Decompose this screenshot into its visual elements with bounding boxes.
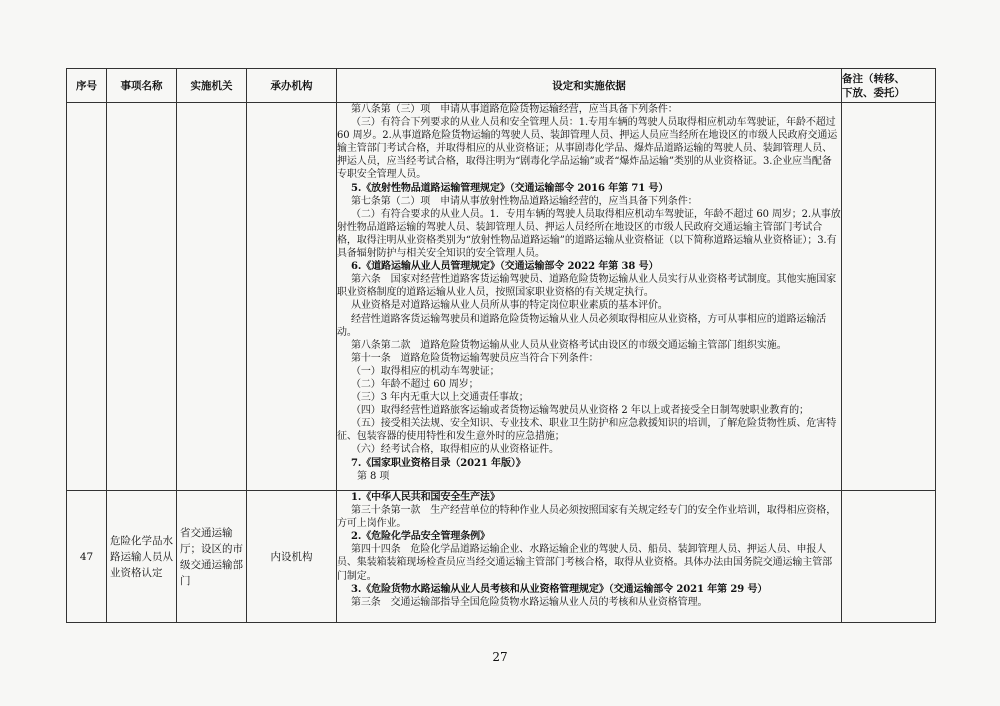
basis-paragraph: 第六条 国家对经营性道路客货运输驾驶员、道路危险货物运输从业人员实行从业资格考试制度。其他实施国家职业资格制度的道路运输从业人员，按照国家职业资格的有关规定执行。 bbox=[337, 274, 837, 299]
cell-remark bbox=[842, 103, 936, 491]
cell-agency bbox=[177, 103, 247, 491]
basis-paragraph: （五）接受相关法规、安全知识、专业技术、职业卫生防护和应急救援知识的培训，了解危险货物性质、危害特征、包装容器的使用特性和发生意外时的应急措施； bbox=[337, 418, 837, 443]
basis-paragraph: 7.《国家职业资格目录（2021 年版）》 bbox=[351, 457, 526, 469]
cell-no bbox=[67, 103, 107, 491]
basis-paragraph: 第八条第（三）项 申请从事道路危险货物运输经营，应当具备下列条件： bbox=[351, 104, 678, 115]
page-number: 27 bbox=[492, 650, 508, 664]
basis-paragraph: 5.《放射性物品道路运输管理规定》（交通运输部令 2016 年第 71 号） bbox=[351, 182, 669, 194]
cell-org: 内设机构 bbox=[247, 491, 337, 623]
header-org: 承办机构 bbox=[247, 69, 337, 103]
basis-paragraph: 6.《道路运输从业人员管理规定》（交通运输部令 2022 年第 38 号） bbox=[351, 261, 659, 273]
basis-paragraph: （三）3 年内无重大以上交通责任事故； bbox=[351, 392, 529, 404]
basis-paragraph: 从业资格是对道路运输从业人员所从事的特定岗位职业素质的基本评价。 bbox=[351, 300, 668, 312]
cell-org bbox=[247, 103, 337, 491]
basis-paragraph: （四）取得经营性道路旅客运输或者货物运输驾驶员从业资格 2 年以上或者接受全日制驾驶职业教育的； bbox=[351, 405, 809, 417]
basis-paragraph: 1.《中华人民共和国安全生产法》 bbox=[351, 492, 500, 503]
basis-paragraph: 2.《危险化学品安全管理条例》 bbox=[351, 531, 490, 543]
basis-paragraph: （二）有符合要求的从业人员。1．专用车辆的驾驶人员取得相应机动车驾驶证，年龄不超过 60 周岁；2.从事放射性物品道路运输的驾驶人员、装卸管理人员、押运人员经所在地设区的市级人民政府交通运输主管部门考试合格，取得注明从业资格类别为“放射性物品道路运输”的道路运输从业资格证（以下简称道路运输从业资格证）；3.有具备辐射防护与相关安全知识的安全管理人员。 bbox=[337, 208, 841, 260]
basis-paragraph: （六）经考试合格，取得相应的从业资格证件。 bbox=[351, 444, 559, 456]
header-no: 序号 bbox=[67, 69, 107, 103]
basis-paragraph: 第四十四条 危险化学品道路运输企业、水路运输企业的驾驶人员、船员、装卸管理人员、押运人员、申报人员、集装箱装箱现场检查员应当经交通运输主管部门考核合格，取得从业资格。具体办法由国务院交通运输主管部门制定。 bbox=[337, 544, 832, 582]
basis-cell bbox=[337, 491, 842, 623]
header-row bbox=[67, 69, 936, 103]
basis-paragraph: （一）取得相应的机动车驾驶证； bbox=[351, 365, 500, 377]
basis-paragraph: 经营性道路客货运输驾驶员和道路危险货物运输从业人员必须取得相应从业资格，方可从事相应的道路运输活动。 bbox=[337, 313, 827, 338]
basis-paragraph: 第七条第（二）项 申请从事放射性物品道路运输经营的，应当具备下列条件： bbox=[351, 195, 698, 207]
basis-paragraph: 3.《危险货物水路运输从业人员考核和从业资格管理规定》（交通运输部令 2021 年第 29 号） bbox=[351, 583, 768, 595]
header-remark bbox=[842, 69, 936, 103]
basis-cell bbox=[337, 103, 842, 491]
header-remark-line1: 备注（转移、 bbox=[842, 72, 905, 85]
basis-paragraph: 第三十条第一款 生产经营单位的特种作业人员必须按照国家有关规定经专门的安全作业培训，取得相应资格，方可上岗作业。 bbox=[337, 505, 837, 530]
cell-remark bbox=[842, 491, 936, 623]
table-row bbox=[67, 491, 936, 623]
basis-paragraph: （三）有符合下列要求的从业人员和安全管理人员：1.专用车辆的驾驶人员取得相应机动车驾驶证，年龄不超过 60 周岁。2.从事道路危险货物运输的驾驶人员、装卸管理人员、押运人员应当经所在地设区的市级人民政府交通运输主管部门考试合格，并取得相应的从业资格证；从事剧毒化学品、爆炸品道路运输的驾驶人员、装卸管理人员、押运人员，应当经考试合格，取得注明为“剧毒化学品运输”或者“爆炸品运输”类别的从业资格证。3.企业应当配备专职安全管理人员。 bbox=[337, 117, 838, 181]
cell-no: 47 bbox=[67, 491, 107, 623]
header-item: 事项名称 bbox=[107, 69, 177, 103]
table-row bbox=[67, 103, 936, 491]
cell-agency: 省交通运输厅；设区的市级交通运输部门 bbox=[177, 491, 247, 623]
catalog-table bbox=[66, 68, 936, 623]
cell-item bbox=[107, 103, 177, 491]
cell-item: 危险化学品水路运输人员从业资格认定 bbox=[107, 491, 177, 623]
basis-paragraph: （二）年龄不超过 60 周岁； bbox=[351, 378, 479, 390]
basis-paragraph: 第三条 交通运输部指导全国危险货物水路运输从业人员的考核和从业资格管理。 bbox=[351, 596, 708, 608]
basis-paragraph: 第八条第二款 道路危险货物运输从业人员从业资格考试由设区的市级交通运输主管部门组织实施。 bbox=[351, 339, 787, 351]
header-basis: 设定和实施依据 bbox=[337, 69, 842, 103]
basis-paragraph: 第十一条 道路危险货物运输驾驶员应当符合下列条件： bbox=[351, 352, 599, 364]
basis-paragraph: 第 8 项 bbox=[357, 470, 390, 482]
header-remark-line2: 下放、委托） bbox=[842, 86, 905, 99]
header-agency: 实施机关 bbox=[177, 69, 247, 103]
